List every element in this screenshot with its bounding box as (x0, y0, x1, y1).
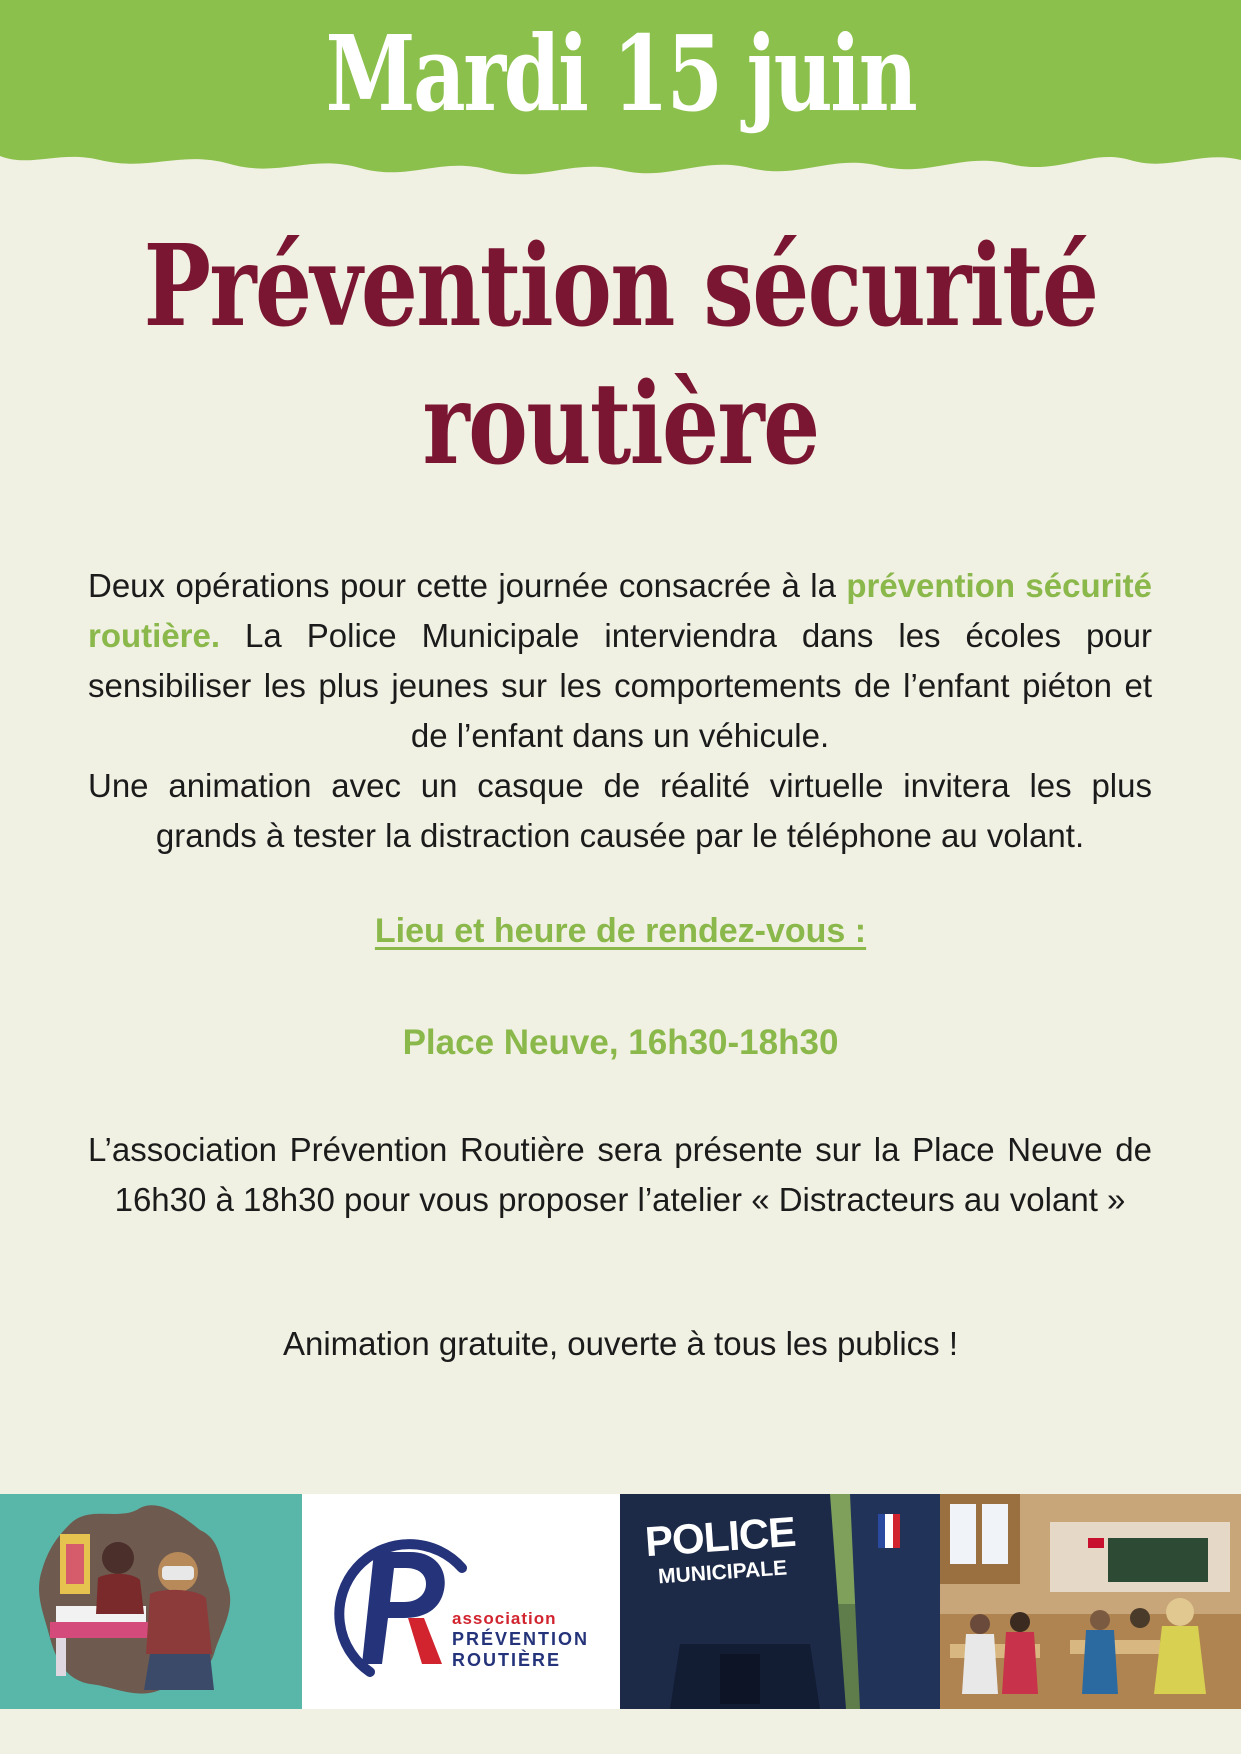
police-label-line-1: POLICE (643, 1507, 797, 1566)
page-title (124, 218, 1117, 494)
logo-text (452, 1610, 589, 1669)
association-section (88, 1125, 1152, 1225)
prevention-routiere-logo-tile (302, 1494, 620, 1709)
logo-line-prevention: PRÉVENTION (452, 1629, 590, 1649)
classroom-illustration (940, 1494, 1241, 1709)
meeting-title: Lieu et heure de rendez-vous : (374, 912, 867, 950)
intro-highlight: prévention sécurité routière. (88, 567, 1152, 654)
police-municipale-photo (620, 1494, 940, 1709)
vr-workshop-photo (0, 1494, 302, 1709)
intro-text-start: Deux opérations pour cette journée consacrée à la (88, 567, 847, 604)
logo-line-routiere: ROUTIÈRE (452, 1650, 562, 1670)
event-date: Mardi 15 juin (325, 12, 916, 135)
title-line-2: routière (422, 359, 819, 490)
vr-paragraph: Une animation avec un casque de réalité virtuelle invitera les plus grands à tester la distraction causée par le téléphone au volant. (88, 767, 1152, 854)
association-paragraph: L’association Prévention Routière sera présente sur la Place Neuve de 16h30 à 18h30 pour vous proposer l’atelier « Distracteurs au volant » (88, 1131, 1152, 1218)
vr-workshop-illustration (0, 1494, 302, 1709)
meeting-place: Place Neuve, 16h30-18h30 (402, 1023, 839, 1062)
classroom-photo (940, 1494, 1241, 1709)
intro-paragraph (88, 561, 1152, 761)
prevention-routiere-logo-icon (302, 1494, 620, 1709)
police-label (630, 1507, 812, 1589)
photo-strip (0, 1494, 1241, 1709)
closing-note: Animation gratuite, ouverte à tous les publics ! (282, 1325, 959, 1362)
header-band (0, 0, 1241, 185)
intro-section (88, 561, 1152, 861)
intro-text-end: La Police Municipale interviendra dans les écoles pour sensibiliser les plus jeunes sur les comportements de l’enfant piéton et de l’enfant dans un véhicule. (88, 617, 1152, 754)
title-line-1: Prévention sécurité (143, 221, 1098, 352)
logo-line-association: association (452, 1609, 557, 1628)
police-label-line-2: MUNICIPALE (657, 1556, 788, 1589)
